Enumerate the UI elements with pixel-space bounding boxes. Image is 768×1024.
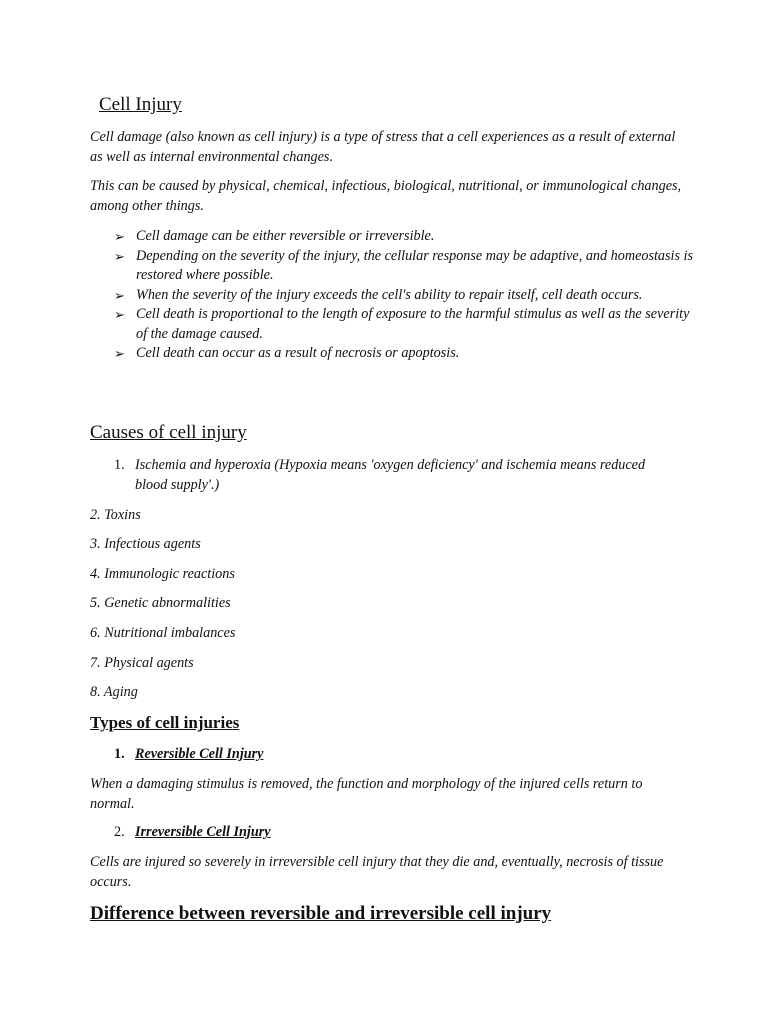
bullet-list xyxy=(114,227,694,364)
causes-heading: Causes of cell injury xyxy=(90,422,247,443)
reversible-description: When a damaging stimulus is removed, the function and morphology of the injured cells return to normal. xyxy=(90,776,643,812)
bullet-item xyxy=(114,305,694,344)
arrow-bullet-icon: ➢ xyxy=(114,229,125,244)
type-label: Reversible Cell Injury xyxy=(135,746,264,762)
arrow-bullet-icon: ➢ xyxy=(114,287,125,303)
cause-item: 7. Physical agents xyxy=(90,655,194,671)
type-label: Irreversible Cell Injury xyxy=(135,824,271,840)
cause-item: 2. Toxins xyxy=(90,507,141,523)
bullet-text: Depending on the severity of the injury, the cellular response may be adaptive, and homeostasis is restored where possible. xyxy=(136,247,694,283)
types-heading: Types of cell injuries xyxy=(90,713,240,732)
cause-item-1 xyxy=(114,456,674,495)
bullet-item xyxy=(114,344,694,364)
bullet-text: Cell death is proportional to the length of exposure to the harmful stimulus as well as the severity of the damage caused. xyxy=(136,306,690,342)
cause-text: Ischemia and hyperoxia (Hypoxia means 'oxygen deficiency' and ischemia means reduced blood supply'.) xyxy=(135,457,646,493)
cause-item: 8. Aging xyxy=(90,684,138,700)
intro-paragraph-1: Cell damage (also known as cell injury) is a type of stress that a cell experiences as a result of external as well as internal environmental changes. xyxy=(90,129,676,165)
type-item-irreversible xyxy=(114,824,271,841)
cause-item: 4. Immunologic reactions xyxy=(90,566,235,582)
type-number: 2. xyxy=(114,824,125,840)
type-item-reversible xyxy=(114,746,263,763)
difference-heading: Difference between reversible and irreversible cell injury xyxy=(90,903,552,924)
type-number: 1. xyxy=(114,746,125,762)
cause-item: 3. Infectious agents xyxy=(90,536,201,552)
irreversible-description: Cells are injured so severely in irreversible cell injury that they die and, eventually, necrosis of tissue occurs. xyxy=(90,854,664,890)
bullet-item xyxy=(114,227,694,247)
page-title: Cell Injury xyxy=(99,94,182,115)
arrow-bullet-icon: ➢ xyxy=(114,248,125,264)
cause-item: 6. Nutritional imbalances xyxy=(90,625,236,641)
bullet-text: Cell death can occur as a result of necrosis or apoptosis. xyxy=(136,345,460,361)
bullet-text: Cell damage can be either reversible or irreversible. xyxy=(136,228,435,244)
intro-paragraph-2: This can be caused by physical, chemical, infectious, biological, nutritional, or immunological changes, among other things. xyxy=(90,178,682,214)
cause-item: 5. Genetic abnormalities xyxy=(90,595,231,611)
arrow-bullet-icon: ➢ xyxy=(114,346,125,361)
bullet-item xyxy=(114,286,694,306)
cause-number: 1. xyxy=(114,457,125,473)
arrow-bullet-icon: ➢ xyxy=(114,307,125,322)
bullet-item xyxy=(114,247,694,286)
bullet-text: When the severity of the injury exceeds the cell's ability to repair itself, cell death occurs. xyxy=(136,286,643,303)
